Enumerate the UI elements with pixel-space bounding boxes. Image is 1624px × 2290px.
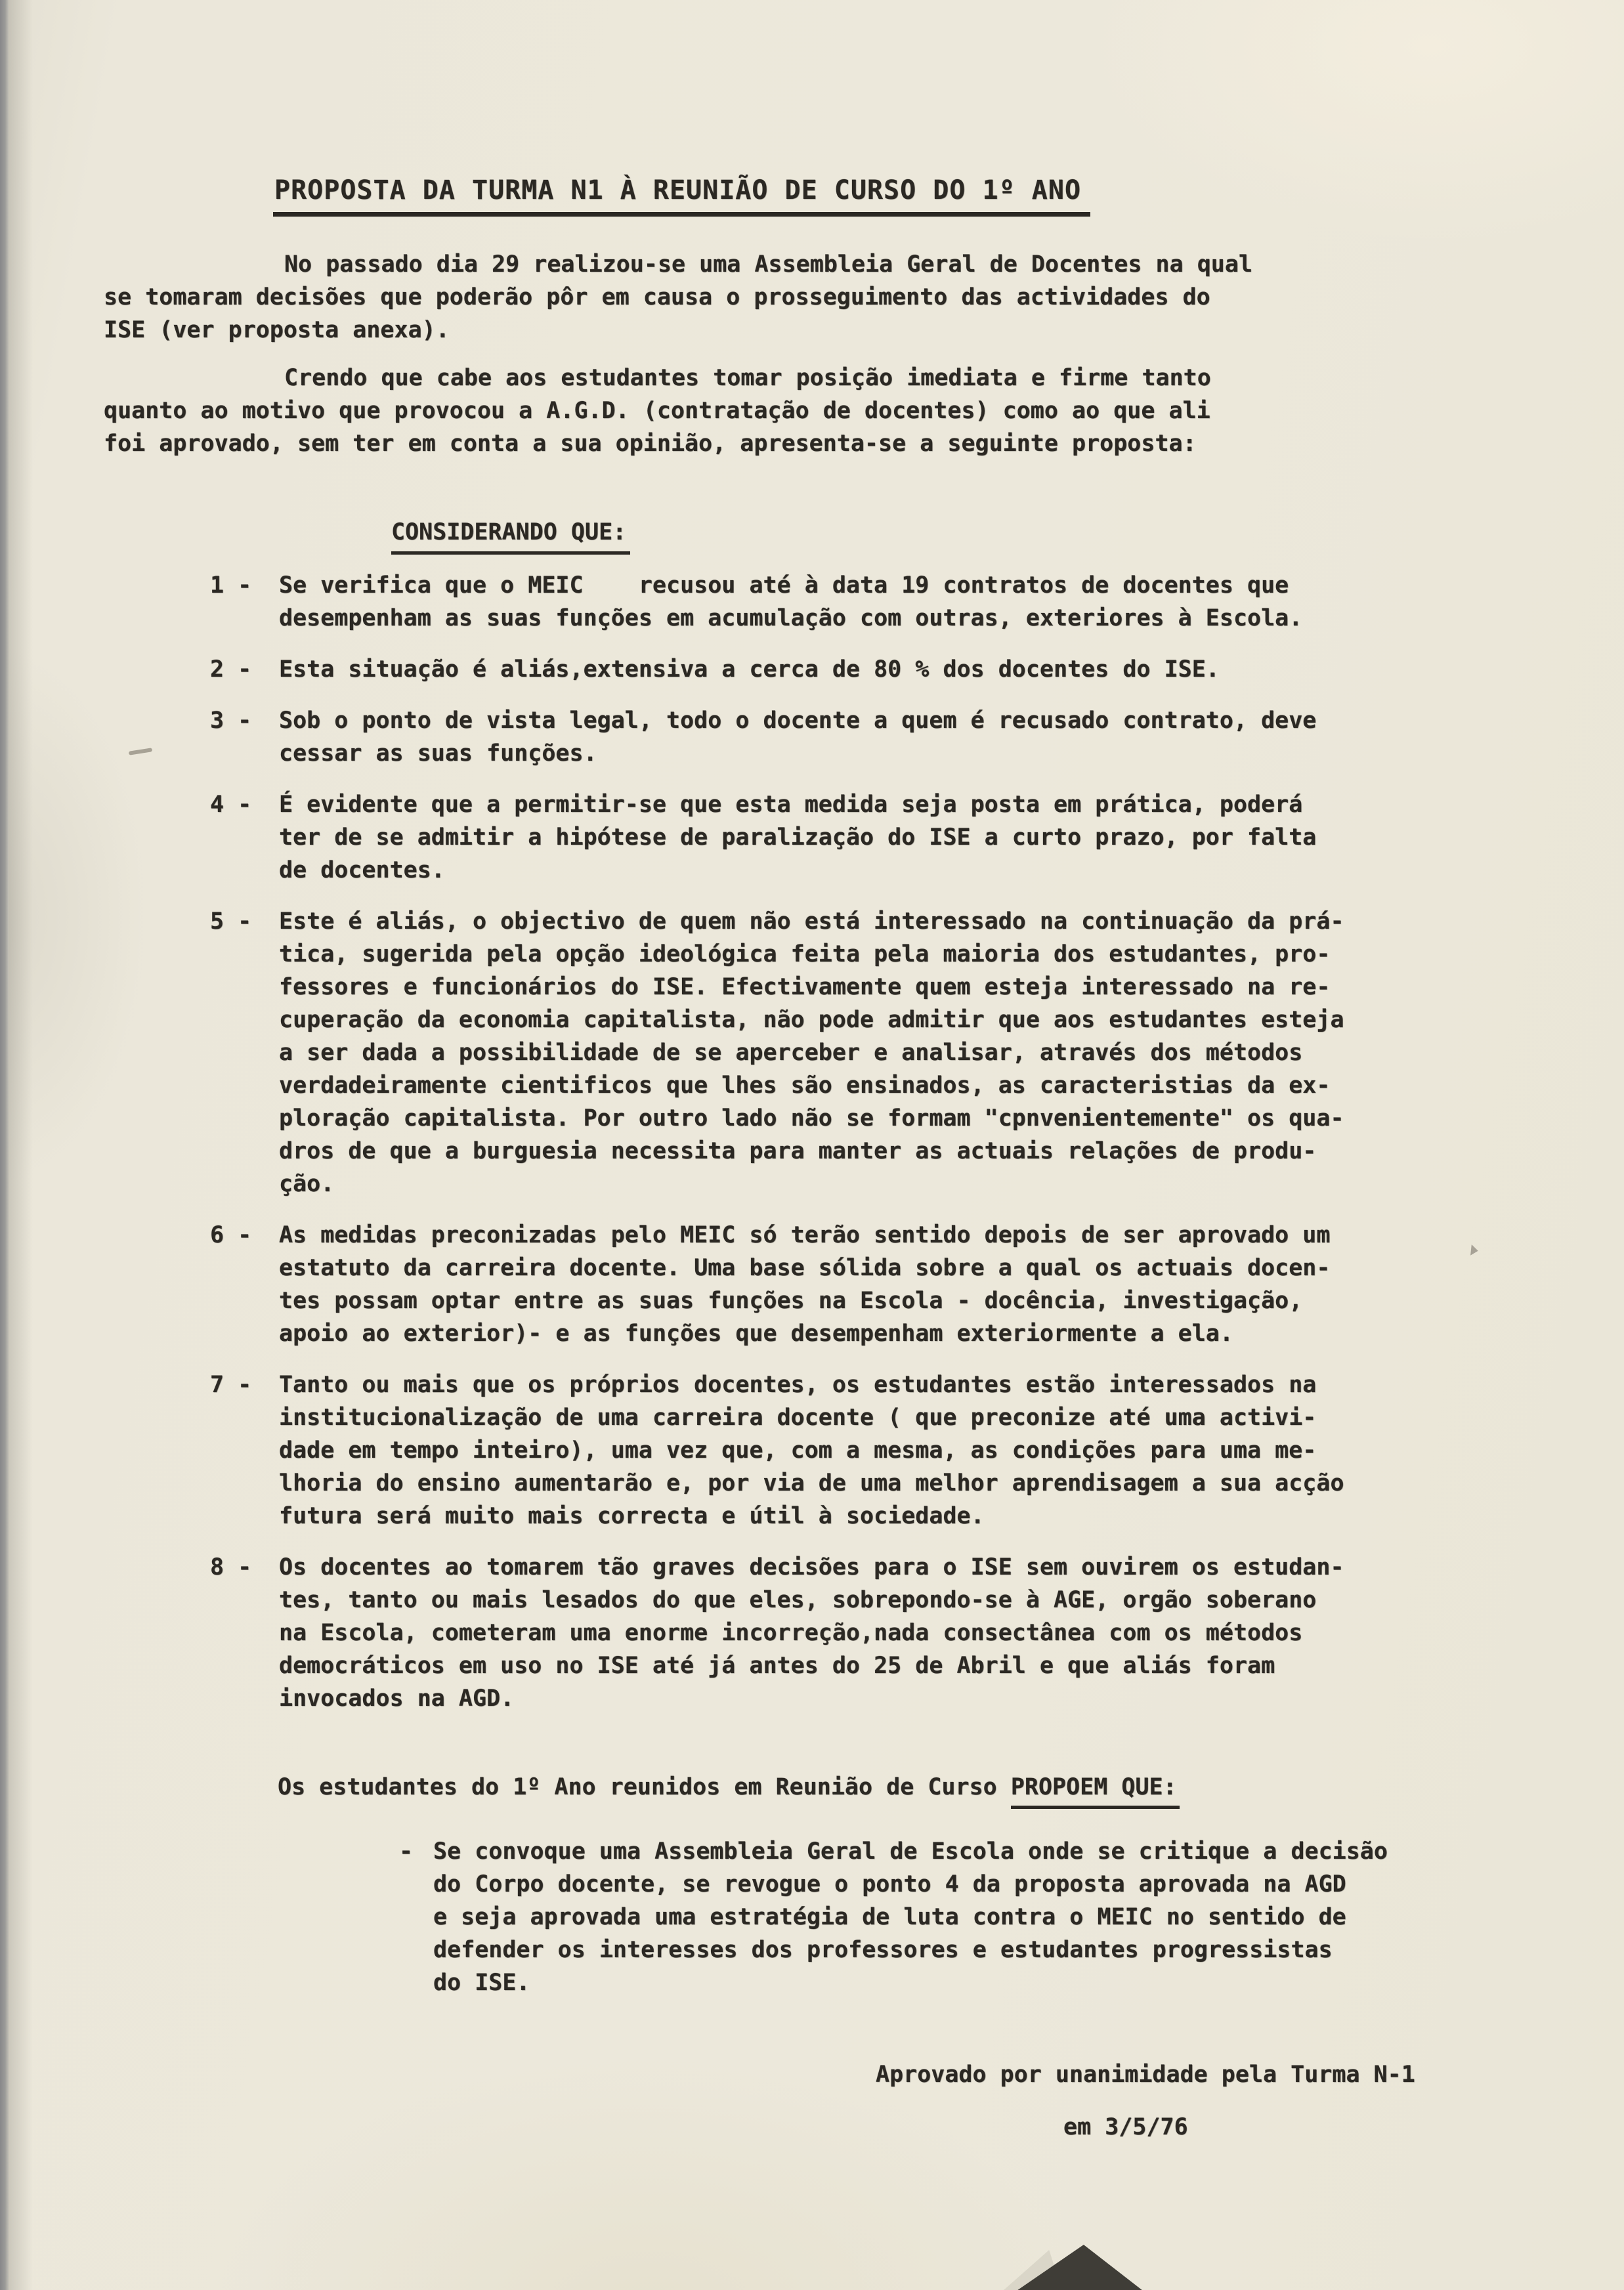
item-number: 4 - (210, 792, 252, 818)
item-number: 7 - (210, 1372, 252, 1398)
item-number: 5 - (210, 908, 252, 935)
item-line: na Escola, cometeram uma enorme incorreção,nada consectânea com os métodos (279, 1620, 1303, 1646)
list-item-1 (210, 569, 1539, 635)
bullet-dash: - (399, 1838, 414, 1865)
document-title: PROPOSTA DA TURMA N1 À REUNIÃO DE CURSO DO 1º ANO (273, 174, 1090, 217)
paragraph-line: Crendo que cabe aos estudantes tomar posição imediata e firme tanto (284, 365, 1211, 391)
item-line: estatuto da carreira docente. Uma base sólida sobre a qual os actuais docen- (279, 1255, 1331, 1281)
item-number: 1 - (210, 572, 252, 599)
paragraph-line: No passado dia 29 realizou-se uma Assembleia Geral de Docentes na qual (284, 251, 1253, 278)
item-line: desempenham as suas funções em acumulação com outras, exteriores à Escola. (279, 605, 1303, 631)
item-line: dade em tempo inteiro), uma vez que, com a mesma, as condições para uma me- (279, 1437, 1317, 1464)
intro-paragraph-1 (104, 248, 1539, 347)
item-line (210, 905, 1539, 938)
item-text: Sob o ponto de vista legal, todo o docente a quem é recusado contrato, deve (279, 708, 1317, 734)
item-line: ploração capitalista. Por outro lado não se formam "cpnvenientemente" os qua- (279, 1105, 1344, 1132)
item-number: 6 - (210, 1222, 252, 1248)
list-item-3 (210, 704, 1539, 770)
proposal-line: do ISE. (433, 1970, 530, 1996)
paragraph-line: ISE (ver proposta anexa). (104, 317, 450, 343)
item-line (210, 1219, 1539, 1252)
item-line: cessar as suas funções. (279, 740, 597, 767)
item-line (210, 704, 1539, 737)
list-item-6 (210, 1219, 1539, 1350)
scanner-edge-strip (0, 0, 9, 2290)
approval-date: em 3/5/76 (1063, 2114, 1188, 2140)
paragraph-line: quanto ao motivo que provocou a A.G.D. (contratação de docentes) como ao que ali (104, 398, 1210, 424)
list-item-7 (210, 1368, 1539, 1533)
item-line (210, 653, 1539, 686)
item-line (210, 569, 1539, 602)
item-number: 3 - (210, 708, 252, 734)
list-item-2 (210, 653, 1539, 686)
item-line: ter de se admitir a hipótese de paralização do ISE a curto prazo, por falta (279, 824, 1317, 851)
list-item-4 (210, 788, 1539, 887)
proposal-line: defender os interesses dos professores e estudantes progressistas (433, 1937, 1333, 1963)
item-line: democráticos em uso no ISE até já antes do 25 de Abril e que aliás foram (279, 1653, 1275, 1679)
item-line: tes, tanto ou mais lesados do que eles, sobrepondo-se à AGE, orgão soberano (279, 1587, 1317, 1613)
proposal-line (399, 1835, 1539, 1868)
item-text: Tanto ou mais que os próprios docentes, os estudantes estão interessados na (279, 1372, 1317, 1398)
item-line: invocados na AGD. (279, 1686, 515, 1712)
list-item-5 (210, 905, 1539, 1200)
item-line: ção. (279, 1171, 335, 1197)
propose-intro-line (278, 1771, 1539, 1809)
page-edge-shadow (9, 0, 33, 2290)
item-line: futura será muito mais correcta e útil à sociedade. (279, 1503, 985, 1529)
item-number: 8 - (210, 1554, 252, 1580)
item-line: tes possam optar entre as suas funções na Escola - docência, investigação, (279, 1288, 1303, 1314)
item-text: As medidas preconizadas pelo MEIC só terão sentido depois de ser aprovado um (279, 1222, 1331, 1248)
considering-heading: CONSIDERANDO QUE: (391, 516, 630, 555)
proposal-item (399, 1835, 1539, 1999)
paragraph-line: se tomaram decisões que poderão pôr em causa o prosseguimento das actividades do (104, 284, 1210, 310)
item-line: tica, sugerida pela opção ideológica feita pela maioria dos estudantes, pro- (279, 941, 1331, 967)
item-line (210, 788, 1539, 821)
item-line: apoio ao exterior)- e as funções que desempenham exteriormente a ela. (279, 1321, 1233, 1347)
item-line: a ser dada a possibilidade de se aperceber e analisar, através dos métodos (279, 1040, 1303, 1066)
approval-statement: Aprovado por unanimidade pela Turma N-1 (876, 2062, 1415, 2088)
proposal-line: do Corpo docente, se revogue o ponto 4 da proposta aprovada na AGD (433, 1871, 1346, 1898)
paragraph-line: foi aprovado, sem ter em conta a sua opinião, apresenta-se a seguinte proposta: (104, 431, 1197, 457)
item-number: 2 - (210, 656, 252, 683)
proposal-text: Se convoque uma Assembleia Geral de Escola onde se critique a decisão (433, 1838, 1388, 1865)
propose-heading: PROPOEM QUE: (1011, 1771, 1180, 1809)
item-text: Se verifica que o MEIC recusou até à data 19 contratos de docentes que (279, 572, 1289, 599)
item-line: fessores e funcionários do ISE. Efectivamente quem esteja interessado na re- (279, 974, 1331, 1000)
list-item-8 (210, 1551, 1539, 1715)
numbered-list (104, 569, 1539, 1715)
item-line (210, 1551, 1539, 1584)
proposal-line: e seja aprovada uma estratégia de luta contra o MEIC no sentido de (433, 1904, 1346, 1930)
item-text: Esta situação é aliás,extensiva a cerca de 80 % dos docentes do ISE. (279, 656, 1220, 683)
item-line (210, 1368, 1539, 1401)
item-line: cuperação da economia capitalista, não pode admitir que aos estudantes esteja (279, 1007, 1344, 1033)
propose-intro-text: Os estudantes do 1º Ano reunidos em Reunião de Curso (278, 1774, 1011, 1800)
item-line: verdadeiramente cientificos que lhes são ensinados, as caracteristias da ex- (279, 1072, 1331, 1099)
item-line: dros de que a burguesia necessita para manter as actuais relações de produ- (279, 1138, 1317, 1164)
item-text: Os docentes ao tomarem tão graves decisões para o ISE sem ouvirem os estudan- (279, 1554, 1344, 1580)
item-text: É evidente que a permitir-se que esta medida seja posta em prática, poderá (279, 792, 1303, 818)
item-line: de docentes. (279, 857, 445, 883)
item-line: lhoria do ensino aumentarão e, por via de uma melhor aprendisagem a sua acção (279, 1470, 1344, 1496)
intro-paragraph-2 (104, 362, 1539, 460)
item-text: Este é aliás, o objectivo de quem não está interessado na continuação da prá- (279, 908, 1344, 935)
item-line: institucionalização de uma carreira docente ( que preconize até uma activi- (279, 1405, 1317, 1431)
